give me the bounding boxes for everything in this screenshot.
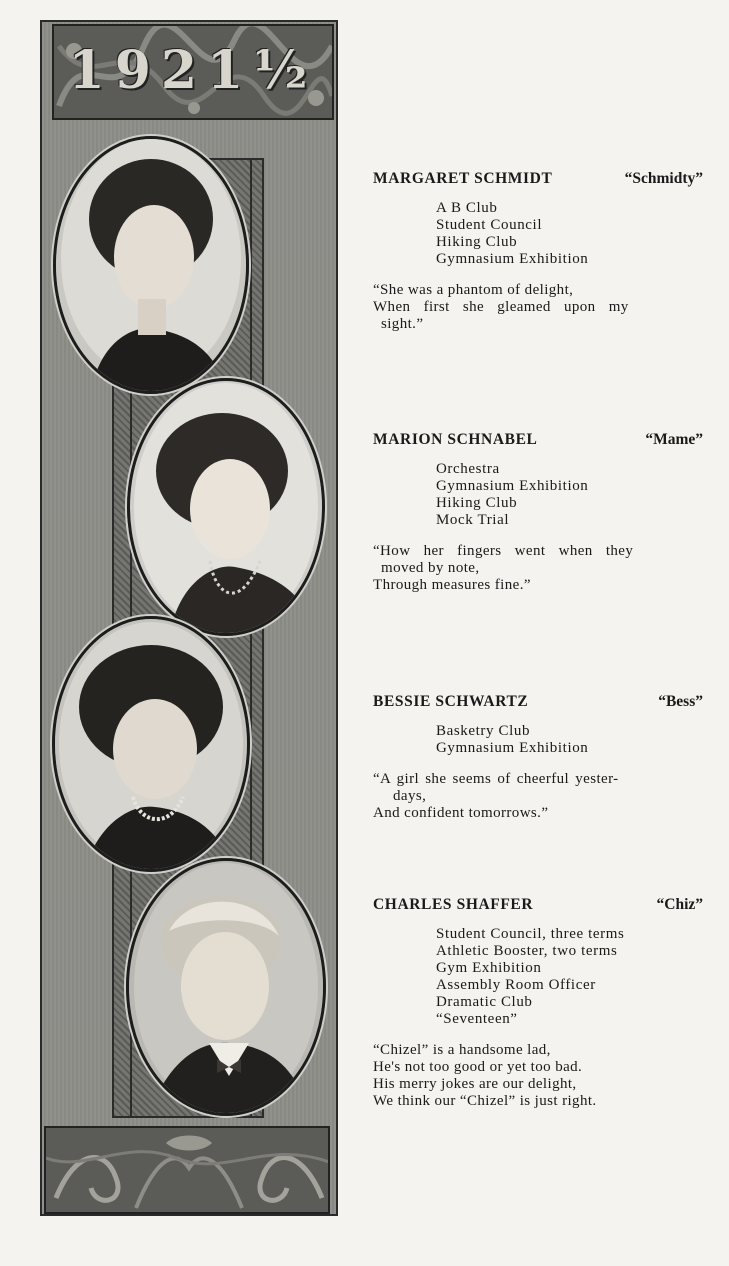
quote-line: moved by note,: [381, 560, 480, 576]
quote-line: And confident tomorrows.”: [373, 805, 549, 821]
activity-item: Assembly Room Officer: [436, 977, 596, 993]
activity-item: Student Council, three terms: [436, 926, 625, 942]
quote-line: “Chizel” is a handsome lad,: [373, 1042, 551, 1058]
activity-item: Hiking Club: [436, 234, 518, 250]
student-entry-bessie-schwartz: [373, 693, 703, 822]
activity-list: [436, 723, 703, 757]
activity-item: Mock Trial: [436, 512, 510, 528]
activity-list: [436, 926, 703, 1028]
quote-line: sight.”: [381, 316, 424, 332]
student-nickname: “Schmidty”: [624, 170, 703, 187]
activity-item: Gymnasium Exhibition: [436, 251, 589, 267]
portrait-marion-schnabel: [127, 378, 325, 636]
portrait-charles-shaffer: [126, 858, 326, 1116]
activity-item: Dramatic Club: [436, 994, 533, 1010]
quote-line: His merry jokes are our delight,: [373, 1076, 577, 1092]
year-banner: [52, 24, 334, 120]
activity-item: Gymnasium Exhibition: [436, 478, 589, 494]
quote-line: Through measures fine.”: [373, 577, 531, 593]
quote-line: days,: [393, 788, 427, 804]
portrait-bessie-schwartz: [52, 616, 250, 872]
quote-line: “How her fingers went when they: [373, 543, 634, 559]
student-nickname: “Chiz”: [656, 896, 703, 913]
quote-line: He's not too good or yet too bad.: [373, 1059, 583, 1075]
student-quote: [373, 1042, 703, 1110]
student-entry-charles-shaffer: [373, 896, 703, 1110]
quote-line: “A girl she seems of cheerful yester-: [373, 771, 619, 787]
student-nickname: “Mame”: [645, 431, 703, 448]
quote-line: “She was a phantom of delight,: [373, 282, 574, 298]
activity-item: A B Club: [436, 200, 498, 216]
activity-list: [436, 461, 703, 529]
student-entry-marion-schnabel: [373, 431, 703, 594]
student-name: MARION SCHNABEL: [373, 431, 538, 448]
activity-item: Student Council: [436, 217, 543, 233]
student-name: BESSIE SCHWARTZ: [373, 693, 529, 710]
student-nickname: “Bess”: [658, 693, 703, 710]
activity-item: Basketry Club: [436, 723, 531, 739]
activity-item: Athletic Booster, two terms: [436, 943, 618, 959]
activity-list: [436, 200, 703, 268]
student-name: MARGARET SCHMIDT: [373, 170, 553, 187]
activity-item: Orchestra: [436, 461, 500, 477]
student-entry-margaret-schmidt: [373, 170, 703, 333]
student-name: CHARLES SHAFFER: [373, 896, 534, 913]
floral-ornament-panel: [44, 1126, 330, 1214]
portrait-margaret-schmidt: [53, 136, 249, 394]
activity-item: Hiking Club: [436, 495, 518, 511]
activity-item: “Seventeen”: [436, 1011, 518, 1027]
year-title: 1921½: [68, 40, 318, 101]
activity-item: Gym Exhibition: [436, 960, 542, 976]
quote-line: We think our “Chizel” is just right.: [373, 1093, 597, 1109]
quote-line: When first she gleamed upon my: [373, 299, 629, 315]
student-quote: [373, 282, 703, 333]
student-quote: [373, 771, 703, 822]
student-quote: [373, 543, 703, 594]
activity-item: Gymnasium Exhibition: [436, 740, 589, 756]
